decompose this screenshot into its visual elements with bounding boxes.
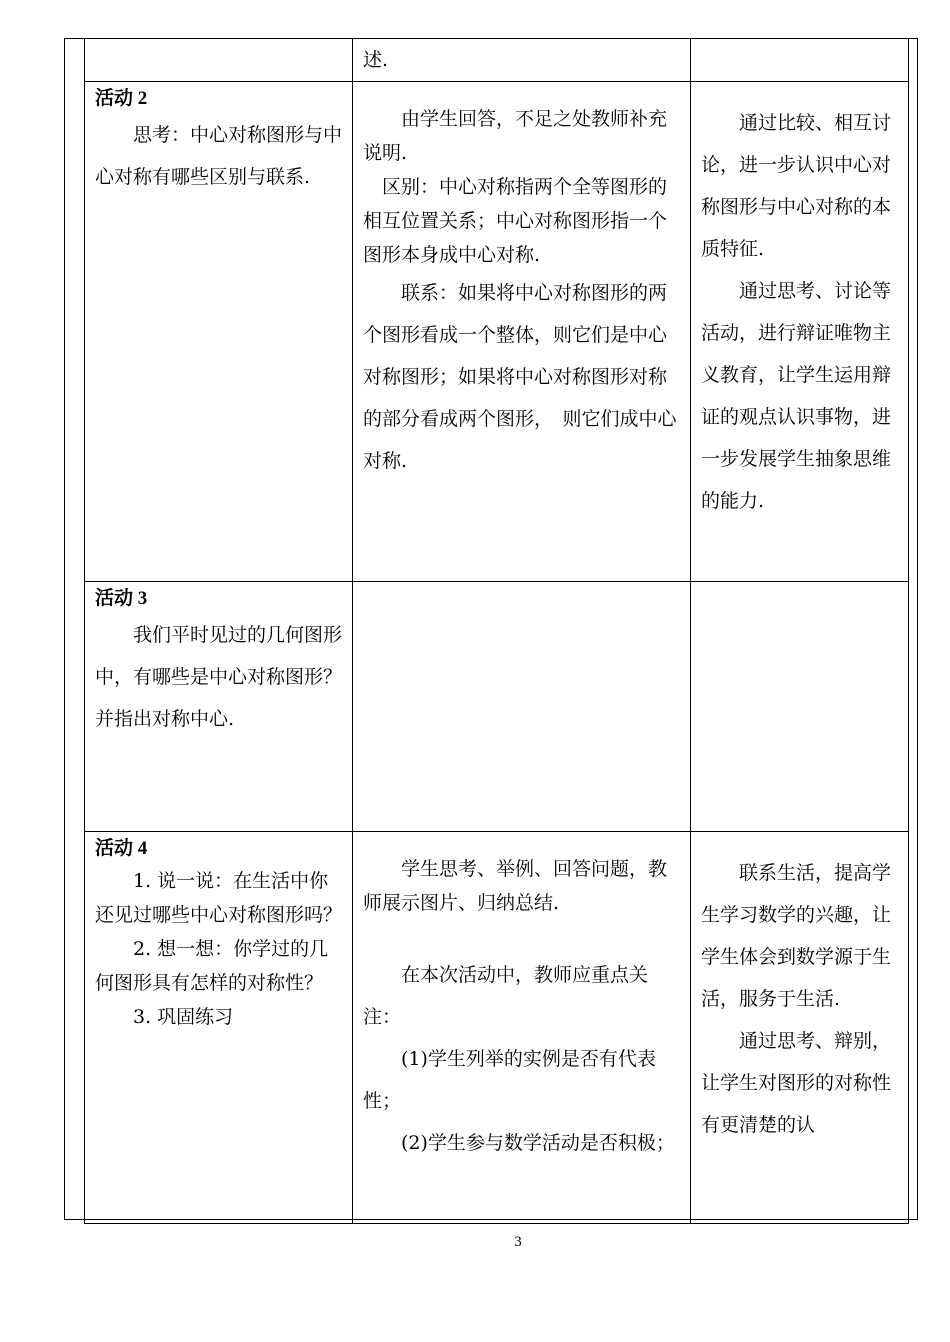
- activity2-intent-cell: [691, 82, 909, 582]
- activity4-task: 2. 想一想：你学过的几何图形具有怎样的对称性？: [95, 938, 329, 994]
- table-row: [85, 82, 909, 582]
- lesson-table: [84, 38, 909, 1224]
- table-row: [85, 582, 909, 832]
- activity4-task: 3. 巩固练习: [133, 1006, 234, 1028]
- intent-paragraph: 通过思考、讨论等活动，进行辩证唯物主义教育，让学生运用辩证的观点认识事物，进一步发展学生抽象思维的能力.: [701, 280, 892, 512]
- activity2-task-cell: [85, 82, 353, 582]
- process-paragraph: 联系：如果将中心对称图形的两个图形看成一个整体，则它们是中心对称图形；如果将中心对称图形对称的部分看成两个图形， 则它们成中心对称.: [363, 282, 677, 472]
- activity2-process-cell: [353, 82, 691, 582]
- page-number: 3: [514, 1234, 522, 1250]
- process-paragraph: 在本次活动中，教师应重点关注：: [363, 964, 649, 1028]
- process-paragraph: (1)学生列举的实例是否有代表性；: [363, 1048, 656, 1112]
- process-paragraph: 由学生回答，不足之处教师补充说明.: [363, 108, 668, 164]
- intent-paragraph: 通过比较、相互讨论，进一步认识中心对称图形与中心对称的本质特征.: [701, 112, 892, 260]
- activity4-title: 活动 4: [95, 838, 148, 859]
- cell-empty: [691, 39, 909, 82]
- process-paragraph: (2)学生参与数学活动是否积极；: [401, 1132, 675, 1154]
- activity4-task: 1. 说一说：在生活中你还见过哪些中心对称图形吗？: [95, 870, 343, 926]
- table-row: [85, 832, 909, 1224]
- cell-empty: [691, 582, 909, 832]
- table-row: [85, 39, 909, 82]
- activity3-task: 我们平时见过的几何图形中，有哪些是中心对称图形？并指出对称中心.: [95, 624, 343, 730]
- intent-paragraph: 联系生活，提高学生学习数学的兴趣，让学生体会到数学源于生活，服务于生活.: [701, 862, 892, 1010]
- process-paragraph: 区别：中心对称指两个全等图形的相互位置关系；中心对称图形指一个图形本身成中心对称.: [363, 176, 668, 266]
- process-paragraph: 学生思考、举例、回答问题，教师展示图片、归纳总结.: [363, 858, 668, 914]
- activity2-task: 思考：中心对称图形与中心对称有哪些区别与联系.: [95, 124, 343, 188]
- activity3-title: 活动 3: [95, 588, 148, 609]
- cell-empty: [85, 39, 353, 82]
- activity4-intent-cell: [691, 832, 909, 1224]
- activity2-title: 活动 2: [95, 88, 148, 109]
- activity3-task-cell: [85, 582, 353, 832]
- intent-paragraph: 通过思考、辩别，让学生对图形的对称性有更清楚的认: [701, 1030, 892, 1136]
- activity4-process-cell: [353, 832, 691, 1224]
- cell-empty: [353, 582, 691, 832]
- activity4-task-cell: [85, 832, 353, 1224]
- cell-continuation: 述.: [353, 39, 691, 82]
